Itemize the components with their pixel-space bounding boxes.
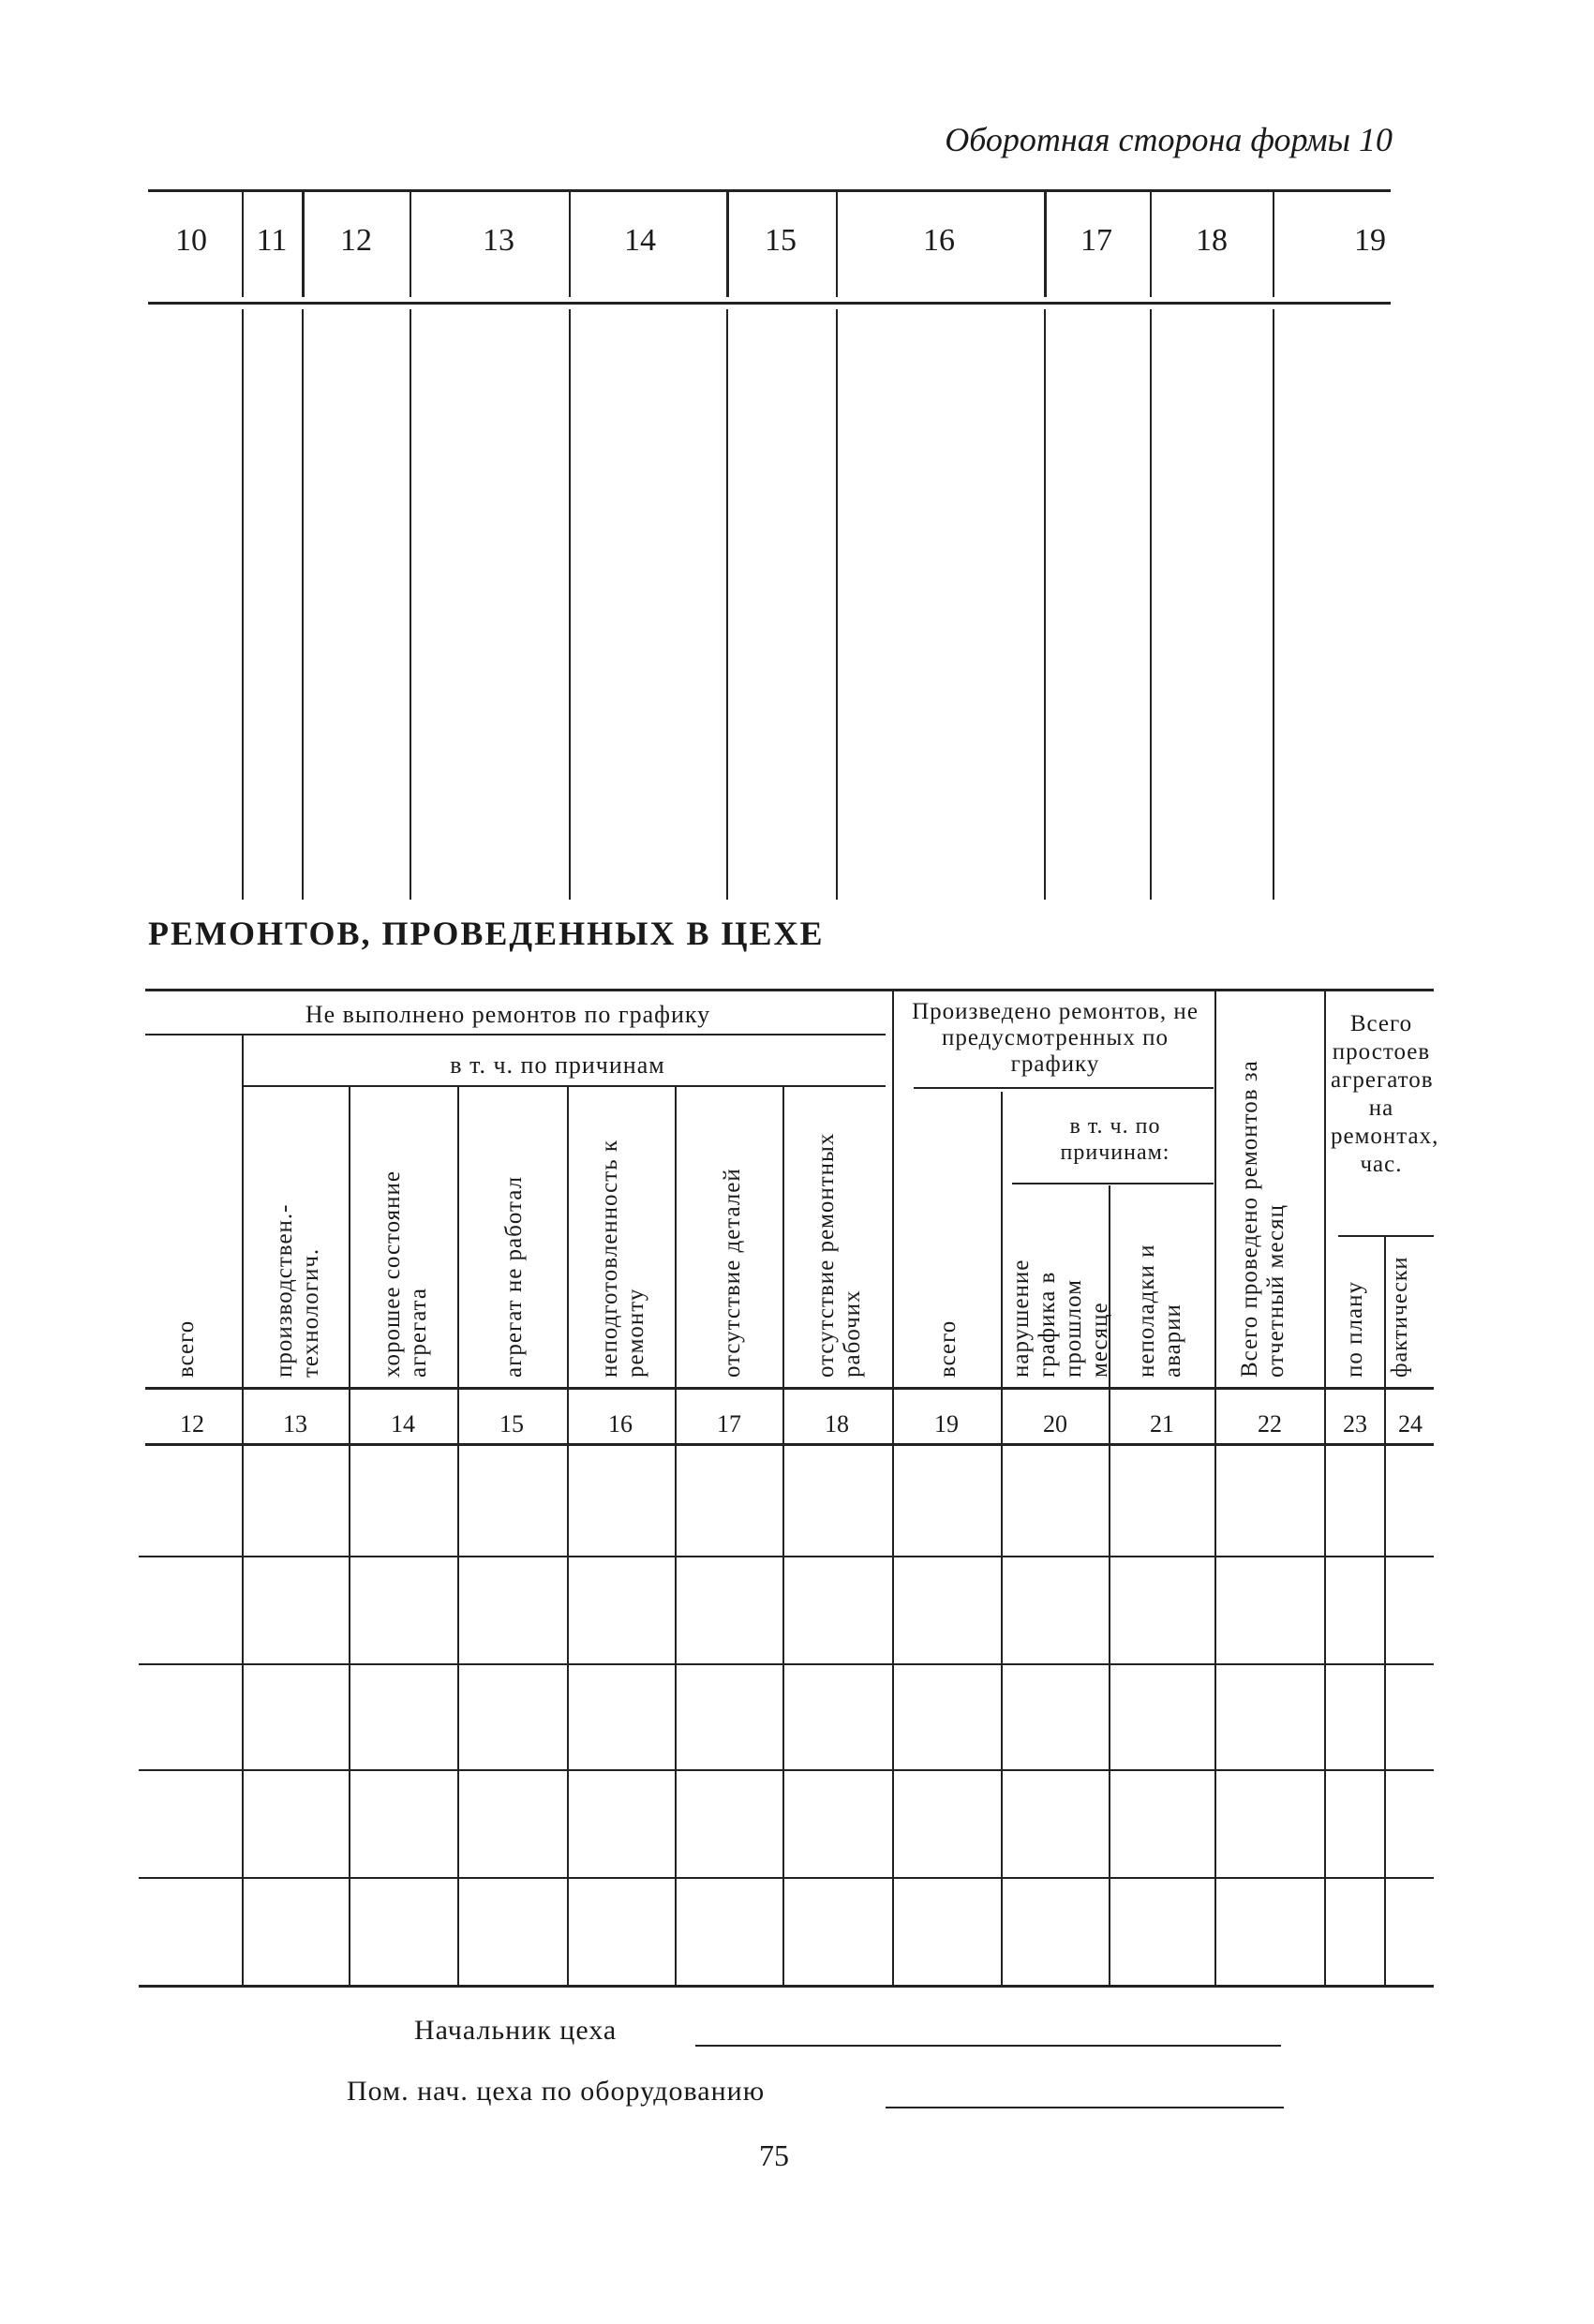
deputy-label: Пом. нач. цеха по оборудованию: [347, 2076, 766, 2107]
col-number: 16: [608, 1410, 633, 1438]
col-good-state: хорошее состояние агрегата: [380, 1169, 431, 1378]
col-faults: неполадки и аварии: [1134, 1244, 1185, 1378]
col-not-ready: неподготовленность к ремонту: [597, 1140, 648, 1378]
col-number: 14: [391, 1410, 415, 1438]
col-prod-tech: производствен.-технологич.: [272, 1203, 323, 1378]
deputy-signature-line[interactable]: [886, 2107, 1284, 2108]
col-total-done: Всего проведено ремонтов за отчетный месяц: [1237, 1060, 1289, 1378]
col-number: 21: [1150, 1410, 1174, 1438]
group-not-done: Не выполнено ремонтов по графику: [305, 1001, 711, 1028]
col-number: 14: [624, 223, 656, 258]
col-not-worked: агрегат не работал: [501, 1175, 527, 1378]
page-number: 75: [759, 2138, 789, 2172]
group-unplanned: Произведено ремонтов, не предусмотренных по графику: [912, 999, 1199, 1077]
col-no-parts: отсутствие деталей: [720, 1168, 745, 1378]
col-total: всего: [173, 1319, 199, 1378]
chief-label: Начальник цеха: [414, 2015, 618, 2046]
col-number: 12: [180, 1410, 204, 1438]
col-total2: всего: [935, 1319, 961, 1378]
col-actual: фактически: [1388, 1256, 1412, 1378]
group-reasons: в т. ч. по причинам: [450, 1051, 665, 1079]
col-number: 19: [1354, 223, 1386, 258]
col-number: 22: [1258, 1410, 1282, 1438]
col-number: 18: [825, 1410, 849, 1438]
col-number: 16: [923, 223, 955, 258]
col-no-workers: отсутствие ремонтных рабочих: [813, 1132, 865, 1378]
col-number: 18: [1196, 223, 1228, 258]
col-number: 13: [283, 1410, 307, 1438]
col-number: 23: [1343, 1410, 1367, 1438]
col-number: 17: [717, 1410, 741, 1438]
col-number: 11: [256, 223, 288, 258]
col-number: 13: [483, 223, 514, 258]
section-title: РЕМОНТОВ, ПРОВЕДЕННЫХ В ЦЕХЕ: [148, 915, 825, 952]
col-number: 20: [1043, 1410, 1067, 1438]
col-number: 24: [1398, 1410, 1423, 1438]
col-number: 15: [765, 223, 797, 258]
chief-signature-line[interactable]: [695, 2045, 1281, 2047]
group-unplanned-reasons: в т. ч. по причинам:: [1060, 1114, 1170, 1165]
col-number: 19: [934, 1410, 959, 1438]
col-number: 10: [175, 223, 207, 258]
col-schedule-violation: нарушение графика в прошлом месяце: [1008, 1259, 1112, 1378]
col-number: 15: [499, 1410, 524, 1438]
group-downtime: Всего простоев агрегатов на ремонтах, час.: [1331, 1011, 1439, 1177]
form-side-label: Оборотная сторона формы 10: [945, 121, 1393, 158]
col-number: 17: [1080, 223, 1112, 258]
col-planned: по плану: [1342, 1281, 1367, 1378]
col-number: 12: [340, 223, 372, 258]
